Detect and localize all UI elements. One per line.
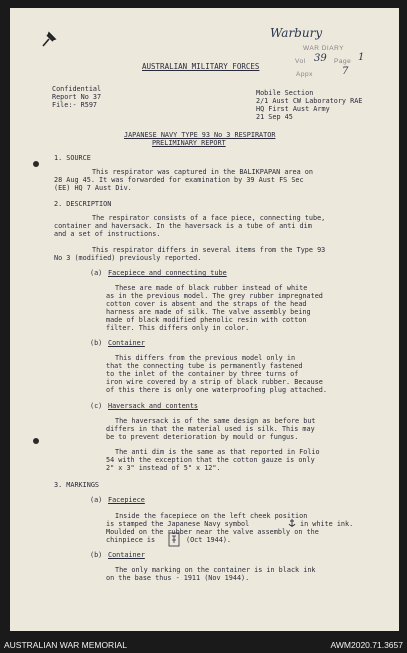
paragraph-line: of this there is only one waterproofing plug attached.: [106, 386, 327, 394]
paragraph-line: cotton cover is absent and the straps of the head: [106, 300, 307, 308]
punch-hole: [33, 438, 39, 444]
paragraph-line: Moulded on the rubber near the valve assembly on the: [106, 528, 319, 536]
appx-number: 7: [342, 66, 349, 77]
paragraph-line: filter. This differs only in color.: [106, 324, 250, 332]
unit-line-1: Mobile Section: [256, 89, 314, 97]
page-number: 1: [358, 52, 365, 63]
footer-accession-number: AWM2020.71.3657: [330, 640, 403, 650]
paragraph-line: is stamped the Japanese Navy symbol: [106, 520, 250, 528]
paragraph-line: No 3 (modified) previously reported.: [54, 254, 202, 262]
document-title: AUSTRALIAN MILITARY FORCES: [142, 62, 260, 71]
paragraph-line: to the inlet of the container by three turns of: [106, 370, 299, 378]
paragraph-line: in white ink.: [300, 520, 354, 528]
paragraph-line: made of black modified phenolic resin with cotton: [106, 316, 307, 324]
paragraph-line: The respirator consists of a face piece, connecting tube,: [92, 214, 326, 222]
moulded-mark-icon: [168, 532, 180, 547]
subsection-label: (b): [90, 339, 103, 347]
report-date: 21 Sep 45: [256, 113, 293, 121]
section-source-heading: 1. SOURCE: [54, 154, 91, 162]
subject-line-1: JAPANESE NAVY TYPE 93 No 3 RESPIRATOR: [124, 131, 276, 139]
paragraph-line: be to prevent deterioration by mould or fungus.: [106, 433, 299, 441]
subsection-facepiece-marking-heading: Facepiece: [108, 496, 145, 504]
file-reference: File:- R597: [52, 101, 98, 109]
subsection-label: (a): [90, 496, 103, 504]
paragraph-line: This respirator differs in several items from the Type 93: [92, 246, 326, 254]
confidential-label: Confidential: [52, 85, 102, 93]
subsection-label: (b): [90, 551, 103, 559]
paragraph-line: harness are made of silk. The valve assembly being: [106, 308, 311, 316]
paragraph-line: container and haversack. In the haversack is a tube of anti dim: [54, 222, 312, 230]
document-page: [10, 8, 399, 631]
paragraph-line: iron wire covered by a strip of black rubber. Because: [106, 378, 323, 386]
paragraph-line: 2" x 3" instead of 5" x 12".: [106, 464, 221, 472]
paragraph-line: on the base thus - 1911 (Nov 1944).: [106, 574, 250, 582]
paragraph-line: These are made of black rubber instead of white: [115, 284, 308, 292]
paragraph-line: and a set of instructions.: [54, 230, 161, 238]
paragraph-line: The haversack is of the same design as before but: [115, 417, 316, 425]
paragraph-line: that the connecting tube is permanently fastened: [106, 362, 303, 370]
paragraph-line: 54 with the exception that the cotton gauze is only: [106, 456, 315, 464]
paragraph-line: Inside the facepiece on the left cheek position: [115, 512, 308, 520]
paragraph-line: This respirator was captured in the BALIKPAPAN area on: [92, 168, 313, 176]
subsection-facepiece-heading: Facepiece and connecting tube: [108, 269, 227, 277]
subsection-haversack-heading: Haversack and contents: [108, 402, 199, 410]
paragraph-line: (Oct 1944).: [186, 536, 232, 544]
navy-anchor-symbol-icon: [288, 518, 296, 528]
paragraph-line: (EE) HQ 7 Aust Div.: [54, 184, 132, 192]
subject-line-2: PRELIMINARY REPORT: [152, 139, 226, 147]
unit-line-3: HQ First Aust Army: [256, 105, 330, 113]
unit-line-2: 2/1 Aust CW Laboratory RAE: [256, 97, 363, 105]
paragraph-line: as in the previous model. The grey rubber impregnated: [106, 292, 323, 300]
subsection-container-heading: Container: [108, 339, 145, 347]
handwritten-name: Warbury: [270, 26, 323, 40]
paragraph-line: This differs from the previous model only in: [115, 354, 296, 362]
pin-icon: [40, 30, 58, 48]
page-label: Page: [334, 58, 352, 65]
paragraph-line: The anti dim is the same as that reported in Folio: [115, 448, 320, 456]
footer-source: AUSTRALIAN WAR MEMORIAL: [4, 640, 127, 650]
paragraph-line: differs in that the material used is silk. This may: [106, 425, 315, 433]
subsection-label: (a): [90, 269, 103, 277]
report-number: Report No 37: [52, 93, 102, 101]
subsection-label: (c): [90, 402, 103, 410]
footer-bar: [0, 637, 407, 653]
vol-number: 39: [314, 53, 327, 64]
section-markings-heading: 3. MARKINGS: [54, 481, 100, 489]
vol-label: Vol: [295, 58, 306, 65]
paragraph-line: 28 Aug 45. It was forwarded for examination by 39 Aust FS Sec: [54, 176, 304, 184]
paragraph-line: chinpiece is: [106, 536, 156, 544]
war-diary-stamp: WAR DIARY: [303, 45, 344, 52]
appx-label: Appx: [296, 71, 313, 78]
section-description-heading: 2. DESCRIPTION: [54, 200, 112, 208]
paragraph-line: The only marking on the container is in black ink: [115, 566, 316, 574]
subsection-container-marking-heading: Container: [108, 551, 145, 559]
punch-hole: [33, 161, 39, 167]
